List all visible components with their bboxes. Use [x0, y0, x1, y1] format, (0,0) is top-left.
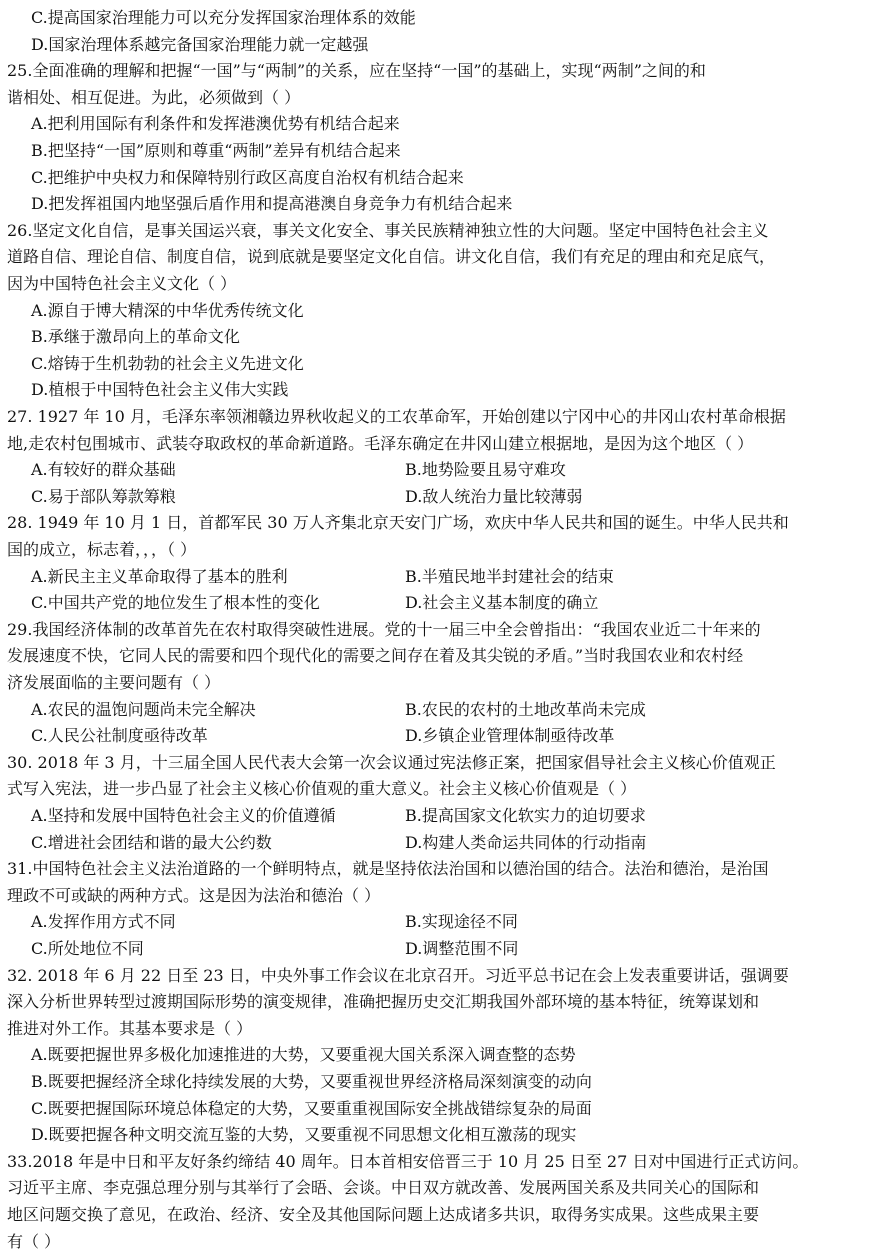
question-text: 发展速度不快，它同人民的需要和四个现代化的需要之间存在着及其尖锐的矛盾。”当时我国农业和农村经: [7, 646, 744, 666]
option-text: B.既要把握经济全球化持续发展的大势，又要重视世界经济格局深刻演变的动向: [31, 1072, 592, 1091]
question-text: 道路自信、理论自信、制度自信，说到底就是要坚定文化自信。讲文化自信，我们有充足的理由和充足底气，: [7, 247, 776, 267]
option-text: D.既要把握各种文明交流互鉴的大势，又要重视不同思想文化相互激荡的现实: [31, 1125, 577, 1145]
option-text: B.地势险要且易守难攻: [405, 460, 566, 480]
option-text: B.实现途径不同: [405, 912, 518, 932]
question-text: 30. 2018 年 3 月，十三届全国人民代表大会第一次会议通过宪法修正案，把国家倡导社会主义核心价值观正: [7, 752, 776, 772]
option-text: C.熔铸于生机勃勃的社会主义先进文化: [31, 353, 304, 373]
option-text: C.把维护中央权力和保障特别行政区高度自治权有机结合起来: [31, 167, 464, 187]
option-row: [0, 802, 882, 829]
option-text: B.农民的农村的土地改革尚未完成: [405, 699, 646, 719]
option-row: [0, 696, 882, 723]
option-text: C.所处地位不同: [31, 939, 144, 958]
option-text: C.提高国家治理能力可以充分发挥国家治理体系的效能: [31, 8, 416, 27]
question-text: 28. 1949 年 10 月 1 日，首都军民 30 万人齐集北京天安门广场，欢庆中华人民共和国的诞生。中华人民共和: [7, 513, 789, 533]
option-text: A.既要把握世界多极化加速推进的大势，又要重视大国关系深入调查整的态势: [31, 1045, 576, 1065]
option-text: D.乡镇企业管理体制亟待改革: [405, 726, 615, 746]
question-text: 29.我国经济体制的改革首先在农村取得突破性进展。党的十一届三中全会曾指出：“我国农业近二十年来的: [7, 619, 761, 639]
option-text: D.社会主义基本制度的确立: [405, 593, 599, 613]
question-text: 地区问题交换了意见，在政治、经济、安全及其他国际问题上达成诸多共识，取得务实成果。这些成果主要: [7, 1205, 760, 1224]
option-row: [0, 589, 882, 616]
option-text: B.把坚持“一国”原则和尊重“两制”差异有机结合起来: [31, 141, 401, 160]
option-text: A.源自于博大精深的中华优秀传统文化: [31, 300, 304, 320]
option-text: D.调整范围不同: [405, 939, 519, 958]
question-text: 推进对外工作。其基本要求是（ ）: [7, 1018, 253, 1038]
option-text: C.中国共产党的地位发生了根本性的变化: [31, 593, 320, 613]
option-text: D.构建人类命运共同体的行动指南: [405, 832, 647, 852]
option-text: D.植根于中国特色社会主义伟大实践: [31, 380, 289, 400]
option-row: [0, 829, 882, 856]
question-text: 25.全面准确的理解和把握“一国”与“两制”的关系，应在坚持“一国”的基础上，实现“两制”之间的和: [7, 61, 706, 81]
option-text: C.人民公社制度亟待改革: [31, 726, 208, 746]
option-row: [0, 935, 882, 962]
question-text: 地,走农村包围城市、武装夺取政权的革命新道路。毛泽东确定在井冈山建立根据地，是因为这个地区（ ）: [7, 433, 754, 453]
question-text: 国的成立，标志着，，，（ ）: [7, 540, 197, 559]
option-row: [0, 456, 882, 483]
option-text: D.国家治理体系越完备国家治理能力就一定越强: [31, 34, 369, 54]
option-row: [0, 563, 882, 590]
option-row: [0, 722, 882, 749]
option-text: D.敌人统治力量比较薄弱: [405, 486, 583, 506]
option-text: A.有较好的群众基础: [31, 460, 176, 480]
question-text: 26.坚定文化自信，是事关国运兴衰，事关文化安全、事关民族精神独立性的大问题。坚定中国特色社会主义: [7, 220, 769, 240]
question-text: 因为中国特色社会主义文化（ ）: [7, 274, 237, 293]
option-text: A.农民的温饱问题尚未完全解决: [31, 699, 256, 719]
option-text: D.把发挥祖国内地坚强后盾作用和提高港澳自身竞争力有机结合起来: [31, 194, 513, 214]
question-text: 33.2018 年是中日和平友好条约缔结 40 周年。日本首相安倍晋三于 10 月 25 日至 27 日对中国进行正式访问。: [7, 1151, 809, 1171]
option-row: [0, 483, 882, 510]
option-text: B.提高国家文化软实力的迫切要求: [405, 806, 646, 825]
question-text: 32. 2018 年 6 月 22 日至 23 日，中央外事工作会议在北京召开。习近平总书记在会上发表重要讲话，强调要: [7, 965, 789, 985]
option-text: A.坚持和发展中国特色社会主义的价值遵循: [31, 806, 336, 825]
question-text: 习近平主席、李克强总理分别与其举行了会晤、会谈。中日双方就改善、发展两国关系及共同关心的国际和: [7, 1178, 760, 1198]
option-text: C.既要把握国际环境总体稳定的大势，又要重重视国际安全挑战错综复杂的局面: [31, 1098, 592, 1118]
option-text: A.把利用国际有利条件和发挥港澳优势有机结合起来: [31, 114, 400, 134]
option-text: B.半殖民地半封建社会的结束: [405, 566, 614, 586]
question-text: 27. 1927 年 10 月，毛泽东率领湘赣边界秋收起义的工农革命军，开始创建以宁冈中心的井冈山农村革命根据: [7, 407, 786, 426]
option-text: A.发挥作用方式不同: [31, 912, 176, 932]
option-text: C.易于部队筹款筹粮: [31, 486, 176, 506]
question-text: 深入分析世界转型过渡期国际形势的演变规律，准确把握历史交汇期我国外部环境的基本特征，统筹谋划和: [7, 992, 760, 1012]
option-text: A.新民主主义革命取得了基本的胜利: [31, 566, 288, 586]
question-text: 式写入宪法，进一步凸显了社会主义核心价值观的重大意义。社会主义核心价值观是（ ）: [7, 779, 637, 799]
question-text: 理政不可或缺的两种方式。这是因为法治和德治（ ）: [7, 885, 381, 905]
question-text: 济发展面临的主要问题有（ ）: [7, 673, 221, 692]
question-text: 31.中国特色社会主义法治道路的一个鲜明特点，就是坚持依法治国和以德治国的结合。法治和德治，是治国: [7, 859, 769, 879]
option-text: C.增进社会团结和谐的最大公约数: [31, 832, 272, 852]
question-text: 有（ ）: [7, 1231, 61, 1251]
option-row: [0, 908, 882, 935]
option-text: B.承继于激昂向上的革命文化: [31, 327, 240, 347]
question-text: 谐相处、相互促进。为此，必须做到（ ）: [7, 87, 301, 107]
